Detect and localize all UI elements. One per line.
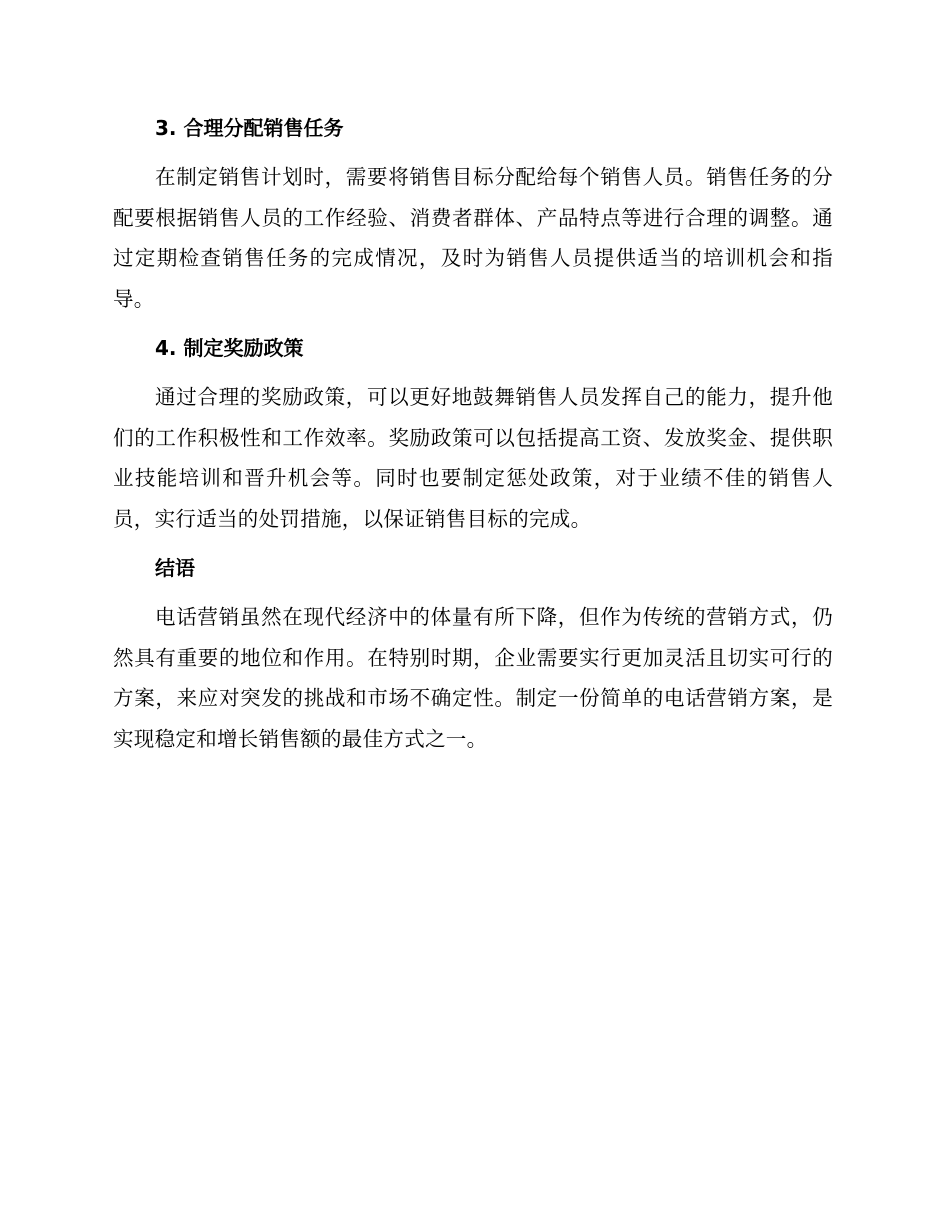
section-heading: 3. 合理分配销售任务 — [155, 116, 344, 140]
section-paragraph: 电话营销虽然在现代经济中的体量有所下降，但作为传统的营销方式，仍然具有重要的地位和作用。在特别时期，企业需要实行更加灵活且切实可行的方案，来应对突发的挑战和市场不确定性。制定一份简单的电话营销方案，是实现稳定和增长销售额的最佳方式之一。 — [113, 605, 833, 751]
section-heading: 4. 制定奖励政策 — [155, 336, 304, 360]
section-paragraph: 通过合理的奖励政策，可以更好地鼓舞销售人员发挥自己的能力，提升他们的工作积极性和工作效率。奖励政策可以包括提高工资、发放奖金、提供职业技能培训和晋升机会等。同时也要制定惩处政策，对于业绩不佳的销售人员，实行适当的处罚措施，以保证销售目标的完成。 — [113, 385, 833, 531]
section-task-allocation — [113, 108, 833, 319]
section-heading: 结语 — [155, 556, 195, 580]
document-body — [113, 108, 833, 768]
section-reward-policy — [113, 328, 833, 539]
section-paragraph: 在制定销售计划时，需要将销售目标分配给每个销售人员。销售任务的分配要根据销售人员的工作经验、消费者群体、产品特点等进行合理的调整。通过定期检查销售任务的完成情况，及时为销售人员提供适当的培训机会和指导。 — [113, 165, 833, 311]
section-conclusion — [113, 548, 833, 759]
